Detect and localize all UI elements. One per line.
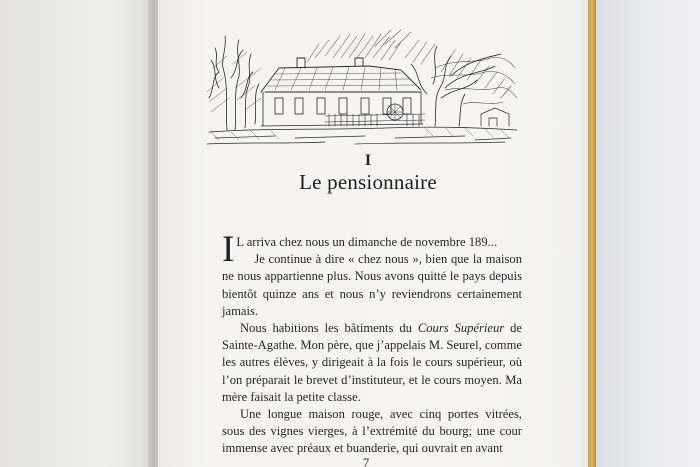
paragraph-2: Je continue à dire « chez nous », bien que la maison ne nous appartienne plus. Nous avons quitté le pays depuis bientôt quinze ans et nous n’y reviendrons certainement jamais.	[222, 252, 522, 318]
background	[596, 0, 700, 467]
paragraph-3	[222, 320, 522, 406]
cours-superieur-italic: Cours Supérieur	[417, 321, 505, 336]
left-page	[0, 0, 152, 467]
paragraph-4: Une longue maison rouge, avec cinq portes vitrées, sous des vignes vierges, à l’extrémité du bourg; une cour immense avec préaux et buanderie, qui ouvrait en avant	[222, 407, 522, 456]
chapter-title: Le pensionnaire	[299, 170, 437, 194]
page-number: 7	[362, 455, 370, 467]
book-cover-edge	[588, 0, 596, 467]
chapter-number: I	[364, 152, 372, 169]
drop-cap-initial: I	[222, 229, 235, 270]
house-sketch-illustration	[205, 28, 520, 150]
paragraph-3-end: de Sainte-Agathe. Mon père, que j’appelais M. Seurel, comme les autres élèves, y dirigeait à la fois le cours supérieur, où l’on préparait le brevet d’instituteur, et le cours moyen. Ma mère faisait la petite classe.	[222, 321, 522, 404]
paragraph-1	[222, 229, 522, 270]
chapter-body-text	[222, 229, 522, 458]
paragraph-3-start: Nous habitions les bâtiments du	[240, 321, 418, 336]
paragraph-1-text: L arriva chez nous un dimanche de novembre 189...	[236, 235, 498, 249]
